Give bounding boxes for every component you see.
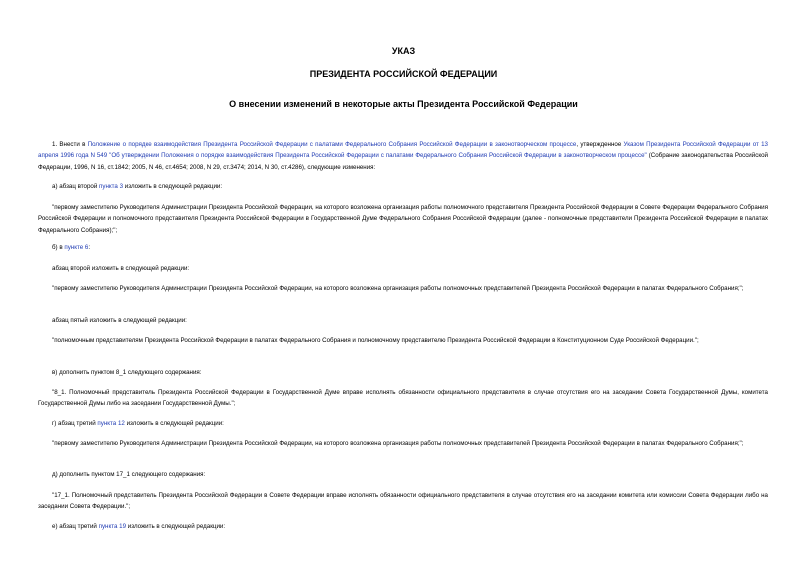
link-polozhenie[interactable]: Положение о порядке взаимодействия Президента Российской Федерации с палатами Федерального Собрания Российской Федерации в законотворческом процессе — [87, 141, 577, 148]
paragraph-quote-3: "полномочным представителям Президента Российской Федерации в палатах Федерального Собрания и полномочному представителю Президента Российской Федерации в Конституционном Суде Российской Федерации."; — [52, 337, 699, 344]
paragraph-quote-6: "17_1. Полномочный представитель Президента Российской Федерации в Совете Федерации вправе исполнять обязанности официального представителя в случае отсутствия его на заседании комитета или комиссии Совета Федерации либо на заседании Совета Федерации."; — [38, 492, 768, 511]
link-punkt-3[interactable]: пункта 3 — [99, 183, 124, 190]
link-punkt-12[interactable]: пункта 12 — [97, 420, 125, 427]
doc-title-president: ПРЕЗИДЕНТА РОССИЙСКОЙ ФЕДЕРАЦИИ — [309, 69, 498, 79]
paragraph-quote-1: "первому заместителю Руководителя Администрации Президента Российской Федерации, на которого возложена организация работы полномочного представителя Президента Российской Федерации в Совете Федерации Федерального Собрания Российской Федерации и полномочного представителя Президента Российской Федерации в Государственной Думе Федерального Собрания Российской Федерации (далее - полномочные представители Президента Российской Федерации в палатах Федерального Собрания);"; — [38, 204, 768, 234]
paragraph-quote-5: "первому заместителю Руководителя Администрации Президента Российской Федерации, на которого возложена организация работы полномочных представителей Президента Российской Федерации в палатах Федерального Собрания;"; — [52, 440, 744, 447]
paragraph-quote-4: "8_1. Полномочный представитель Президента Российской Федерации в Государственной Думе вправе исполнять обязанности официального представителя в случае отсутствия его на заседании Совета Государственной Думы, комитета Государственной Думы либо на заседании Государственной Думы."; — [38, 389, 768, 408]
link-ukaz-549[interactable]: Указом Президента Российской Федерации от 13 апреля 1996 года N 549 "Об утверждении Положения о порядке взаимодействия Президента Российской Федерации с палатами Федерального Собрания Российской Федерации в законотворческом процессе" — [38, 141, 768, 160]
paragraph-b: б) в пункте 6: — [52, 244, 91, 251]
doc-title-subject: О внесении изменений в некоторые акты Президента Российской Федерации — [229, 99, 578, 109]
link-punkt-19[interactable]: пункта 19 — [98, 523, 127, 530]
paragraph-g: г) абзац третий пункта 12 изложить в следующей редакции: — [52, 420, 224, 427]
paragraph-a: а) абзац второй пункта 3 изложить в следующей редакции: — [52, 183, 223, 190]
paragraph-1: 1. Внести в Положение о порядке взаимодействия Президента Российской Федерации с палатами Федерального Собрания Российской Федерации в законотворческом процессе, утвержденное Указом Президента Российской Федерации от 13 апреля 1996 года N 549 "Об утверждении Положения о порядке взаимодействия Президента Российской Федерации с палатами Федерального Собрания Российской Федерации в законотворческом процессе" (Собрание законодательства Российской Федерации, 1996, N 16, ст.1842; 2005, N 46, ст.4654; 2008, N 29, ст.3474; 2014, N 30, ст.4286), следующие изменения: — [38, 141, 768, 171]
paragraph-d: д) дополнить пунктом 17_1 следующего содержания: — [52, 471, 206, 478]
doc-title-ukaz: УКАЗ — [391, 46, 416, 56]
paragraph-e: е) абзац третий пункта 19 изложить в следующей редакции: — [52, 523, 226, 530]
link-punkt-6[interactable]: пункте 6 — [64, 244, 89, 251]
paragraph-quote-2: "первому заместителю Руководителя Администрации Президента Российской Федерации, на которого возложена организация работы полномочных представителей Президента Российской Федерации в палатах Федерального Собрания;"; — [52, 285, 744, 292]
paragraph-abzac-5: абзац пятый изложить в следующей редакции: — [52, 317, 187, 324]
paragraph-abzac-2: абзац второй изложить в следующей редакции: — [52, 265, 190, 272]
paragraph-v: в) дополнить пунктом 8_1 следующего содержания: — [52, 369, 202, 376]
